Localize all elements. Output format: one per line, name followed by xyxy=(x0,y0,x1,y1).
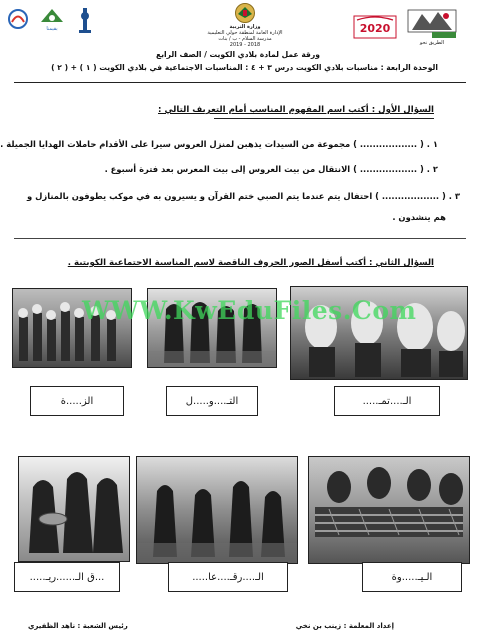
children-walking-illustration-icon xyxy=(137,457,297,563)
vision-caption: الطريق نحو xyxy=(419,40,445,46)
logo-2020-text: 2020 xyxy=(359,22,391,35)
section-divider xyxy=(14,238,466,239)
q1-heading-underline xyxy=(214,118,434,119)
left-logo-caption: بقيمنا xyxy=(46,26,58,32)
school-values-logo-icon xyxy=(37,6,67,26)
answer-box-3[interactable]: الـ....تمـ..... xyxy=(334,386,440,416)
directorate-name: الإدارة العامة لمنطقة حولي التعليمية xyxy=(207,30,283,36)
answer-box-2[interactable]: التـ....و.....ل xyxy=(166,386,258,416)
q1-item-3-continued: هم ينشدون . xyxy=(392,212,446,222)
tower-logo-icon xyxy=(76,6,94,34)
q1-item-3: ٣ . ( .................. ) احتفال يتم عندما يتم الصبي ختم القرآن و يسيرون به في موكب يطوفون بالمنازل و xyxy=(27,191,460,201)
photo-women-grinding xyxy=(18,456,130,562)
q1-item-1: ١ . ( .................. ) مجموعة من السيدات يذهبن لمنزل العروس سيرا على الأقدام حاملات الهدايا الجميلة . xyxy=(0,139,438,149)
left-logo-2 xyxy=(36,6,68,32)
logo-2020 xyxy=(353,12,397,42)
ministry-name: وزارة التربية xyxy=(229,24,261,30)
answer-box-5[interactable]: الـ....رقـ....عا..... xyxy=(168,562,288,592)
site-watermark: WWW.KwEduFiles.Com xyxy=(82,296,417,325)
worksheet-title: ورقة عمل لمادة بلادي الكويت / الصف الرابع xyxy=(156,50,320,59)
academic-year: 2018 - 2019 xyxy=(229,42,261,48)
left-logo-1 xyxy=(6,8,30,30)
teacher-credit: إعداد المعلمة : زينب بن نخي xyxy=(295,622,394,630)
q1-heading: السؤال الأول : أكتب اسم المفهوم المناسب أمام التعريف التالي : xyxy=(158,105,434,115)
blue-swirl-logo-icon xyxy=(7,8,29,30)
q2-heading: السؤال الثاني : أكتب أسفل الصور الحروف الناقصة لاسم المناسبة الاجتماعية الكويتية . xyxy=(67,258,434,268)
school-name: مدرسة السلام - ب / بنات xyxy=(218,36,272,42)
left-logo-3 xyxy=(74,6,96,34)
photo-children-garagean xyxy=(136,456,298,564)
women-working-illustration-icon xyxy=(19,457,129,561)
answer-box-6[interactable]: الـيـ.....وة xyxy=(362,562,462,592)
weaving-illustration-icon xyxy=(309,457,469,563)
kuwait-vision-logo xyxy=(402,4,462,48)
department-head-credit: رئيس الشعبة : ناهد الظفيري xyxy=(28,622,128,630)
ministry-header xyxy=(190,2,300,48)
answer-box-1[interactable]: الز.....ة xyxy=(30,386,124,416)
vision-emblem-icon xyxy=(402,4,462,40)
kuwait-emblem-icon xyxy=(232,2,258,24)
q1-item-2: ٢ . ( .................. ) الانتقال من بيت العروس إلى بيت المعرس بعد فترة أسبوع . xyxy=(104,164,438,174)
photo-sadu-weaving xyxy=(308,456,470,564)
title-divider xyxy=(14,82,466,84)
unit-title: الوحدة الرابعة : مناسبات بلادي الكويت درس ٣ + ٤ : المناسبات الاجتماعية في بلادي الكويت ( ١ ) + ( ٢ ) xyxy=(51,63,438,72)
answer-box-4[interactable]: ...ق الـ......ريـ..... xyxy=(14,562,120,592)
